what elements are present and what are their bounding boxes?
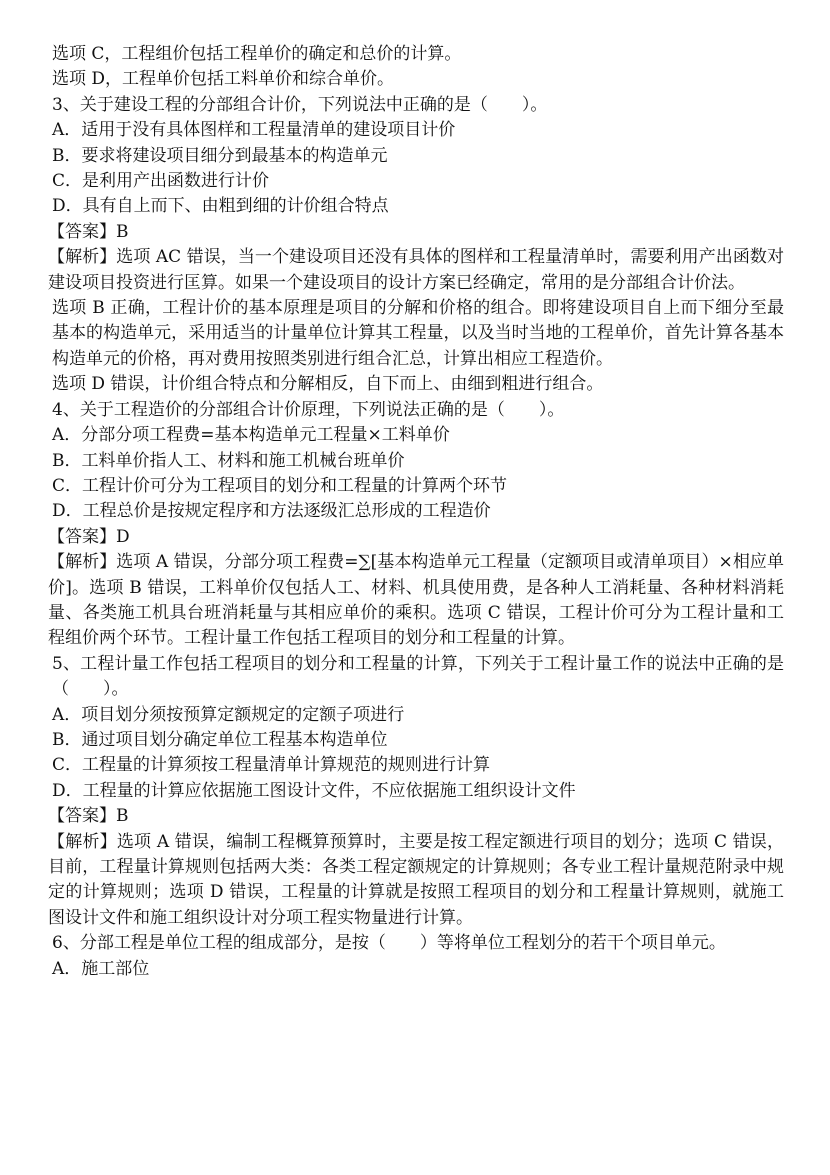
- question-5: 5、工程计量工作包括工程项目的划分和工程量的计算，下列关于工程计量工作的说法中正确的是（ ）。: [52, 653, 784, 700]
- question-6-option-a: A．施工部位: [52, 958, 150, 979]
- question-5-option-c: C．工程量的计算须按工程量清单计算规范的规则进行计算: [52, 755, 491, 776]
- question-4-option-b: B．工料单价指人工、材料和施工机械台班单价: [52, 450, 405, 471]
- question-3-analysis-b: 选项 B 正确，工程计价的基本原理是项目的分解和价格的组合。即将建设项目自上而下细分至最基本的构造单元，采用适当的计量单位计算其工程量，以及当时当地的工程单价，首先计算各基本构造单元的价格，再对费用按照类别进行组合汇总，计算出相应工程造价。: [52, 298, 784, 369]
- question-5-option-d: D．工程量的计算应依据施工图设计文件，不应依据施工组织设计文件: [52, 780, 576, 801]
- question-3-option-b: B．要求将建设项目细分到最基本的构造单元: [52, 145, 388, 166]
- document-page: [48, 42, 784, 982]
- question-4: 4、关于工程造价的分部组合计价原理，下列说法正确的是（ ）。: [52, 399, 565, 420]
- question-6: 6、分部工程是单位工程的组成部分，是按（ ）等将单位工程划分的若干个项目单元。: [52, 933, 726, 954]
- question-3-option-c: C．是利用产出函数进行计价: [52, 171, 270, 192]
- question-3-option-d: D．具有自上而下、由粗到细的计价组合特点: [52, 196, 389, 217]
- question-5-answer: 【答案】B: [48, 806, 129, 827]
- question-3-analysis: 【解析】选项 AC 错误，当一个建设项目还没有具体的图样和工程量清单时，需要利用产出函数对建设项目投资进行匡算。如果一个建设项目的设计方案已经确定，常用的是分部组合计价法。: [48, 247, 784, 293]
- question-4-option-c: C．工程计价可分为工程项目的划分和工程量的计算两个环节: [52, 475, 508, 496]
- question-3: 3、关于建设工程的分部组合计价，下列说法中正确的是（ ）。: [52, 94, 548, 115]
- option-c-explanation: 选项 C，工程组价包括工程单价的确定和总价的计算。: [52, 44, 462, 64]
- option-d-explanation: 选项 D，工程单价包括工料单价和综合单价。: [52, 69, 395, 90]
- question-4-option-a: A．分部分项工程费=基本构造单元工程量×工料单价: [52, 425, 450, 446]
- question-4-option-d: D．工程总价是按规定程序和方法逐级汇总形成的工程造价: [52, 501, 491, 522]
- question-3-option-a: A．适用于没有具体图样和工程量清单的建设项目计价: [52, 120, 456, 141]
- question-4-analysis: 【解析】选项 A 错误，分部分项工程费=∑[基本构造单元工程量（定额项目或清单项目）×相应单价]。选项 B 错误，工料单价仅包括人工、材料、机具使用费，是各种人工消耗量、各种材料消耗量、各类施工机具台班消耗量与其相应单价的乘积。选项 C 错误，工程计价可分为工程计量和工程组价两个环节。工程计量工作包括工程项目的划分和工程量的计算。: [48, 552, 784, 649]
- question-4-answer: 【答案】D: [48, 526, 130, 547]
- question-5-option-a: A．项目划分须按预算定额规定的定额子项进行: [52, 704, 405, 725]
- question-5-analysis: 【解析】选项 A 错误，编制工程概算预算时，主要是按工程定额进行项目的划分；选项 C 错误，目前，工程量计算规则包括两大类：各类工程定额规定的计算规则；各专业工程计量规范附录中规定的计算规则；选项 D 错误，工程量的计算就是按照工程项目的划分和工程量计算规则，就施工图设计文件和施工组织设计对分项工程实物量进行计算。: [48, 831, 784, 928]
- question-3-analysis-d: 选项 D 错误，计价组合特点和分解相反，自下而上、由细到粗进行组合。: [52, 374, 604, 395]
- question-3-answer: 【答案】B: [48, 221, 129, 242]
- question-5-option-b: B．通过项目划分确定单位工程基本构造单位: [52, 729, 388, 750]
